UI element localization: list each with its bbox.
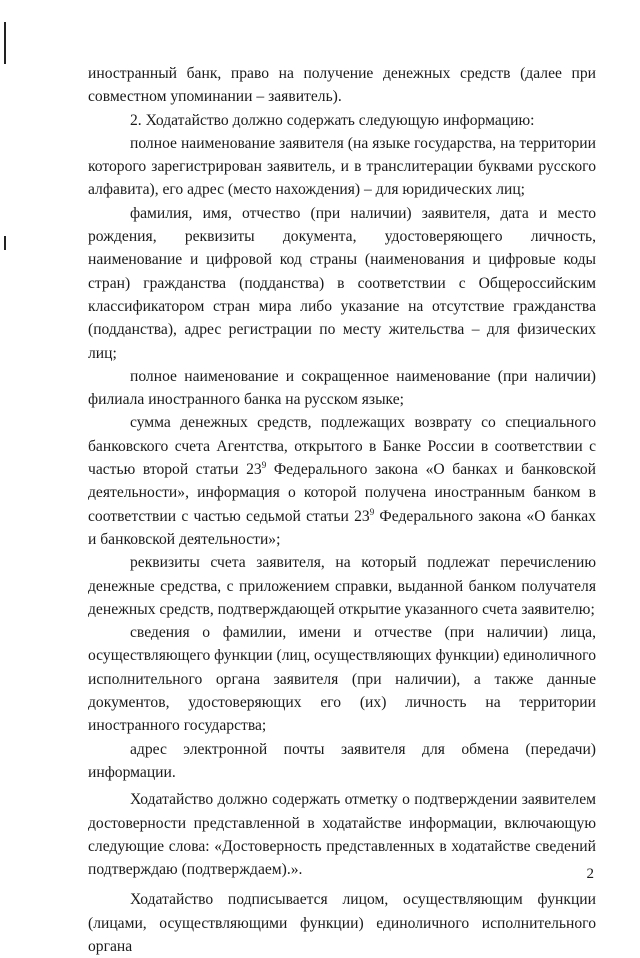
page-number: 2 (586, 866, 594, 882)
margin-mark-top (4, 22, 6, 64)
superscript: 9 (369, 506, 375, 517)
text-run: 2. Ходатайство должно содержать следующую информацию: (130, 111, 535, 129)
paragraph (88, 109, 596, 132)
text-run: Федерального закона «О банках и банковской деятельности»; (88, 507, 596, 548)
text-run: полное наименование и сокращенное наименование (при наличии) филиала иностранного банка на русском языке; (88, 367, 596, 409)
text-run: Ходатайство подписывается лицом, осуществляющим функции (лицами, осуществляющими функции) единоличного исполнительного органа (88, 891, 596, 955)
text-run: сумма денежных средств, подлежащих возврату со специального банковского счета Агентства, открытого в Банке России в соответствии с частью второй статьи 23 (88, 414, 596, 479)
paragraph (88, 888, 596, 958)
text-run: фамилия, имя, отчество (при наличии) заявителя, дата и место рождения, реквизиты документа, удостоверяющего личность, наименование и цифровой код страны (наименования и цифровые коды стран) гражданства (подданства) в соответствии с Общероссийским классификатором стран мира либо указание на отсутствие гражданства (подданства), адрес регистрации по месту жительства – для физических лиц; (88, 204, 596, 362)
paragraph (88, 621, 596, 737)
text-run: сведения о фамилии, имени и отчестве (при наличии) лица, осуществляющего функции (лиц, осуществляющих функции) единоличного исполнительного органа заявителя (при наличии), а также данные документов, удостоверяющих его (их) личность на территории иностранного государства; (88, 624, 596, 735)
document-text (88, 62, 596, 958)
superscript: 9 (261, 459, 267, 470)
paragraph (88, 132, 596, 202)
text-run: Ходатайство должно содержать отметку о подтверждении заявителем достоверности представленной в ходатайстве информации, включающую следующие слова: «Достоверность представленных в ходатайстве сведений подтверждаю (подтверждаем).». (88, 791, 596, 879)
paragraph (88, 202, 596, 365)
paragraph (88, 411, 596, 551)
text-run: адрес электронной почты заявителя для обмена (передачи) информации. (88, 740, 596, 781)
paragraph (88, 551, 596, 621)
paragraph (88, 62, 596, 109)
text-run: иностранный банк, право на получение денежных средств (далее при совместном упоминании – заявитель). (88, 65, 596, 106)
text-run: Федерального закона «О банках и банковской деятельности», информация о которой получена иностранным банком в соответствии с частью седьмой статьи 23 (88, 461, 596, 525)
text-run: реквизиты счета заявителя, на который подлежат перечислению денежные средства, с приложением справки, выданной банком получателя денежных средств, подтверждающей открытие указанного счета заявителю; (88, 554, 596, 618)
margin-mark-middle (4, 236, 6, 250)
paragraph (88, 738, 596, 785)
paragraph (88, 788, 596, 881)
paragraph (88, 365, 596, 412)
text-run: полное наименование заявителя (на языке государства, на территории которого зарегистрирован заявитель, и в транслитерации буквами русского алфавита), его адрес (место нахождения) – для юридических лиц; (88, 134, 596, 199)
